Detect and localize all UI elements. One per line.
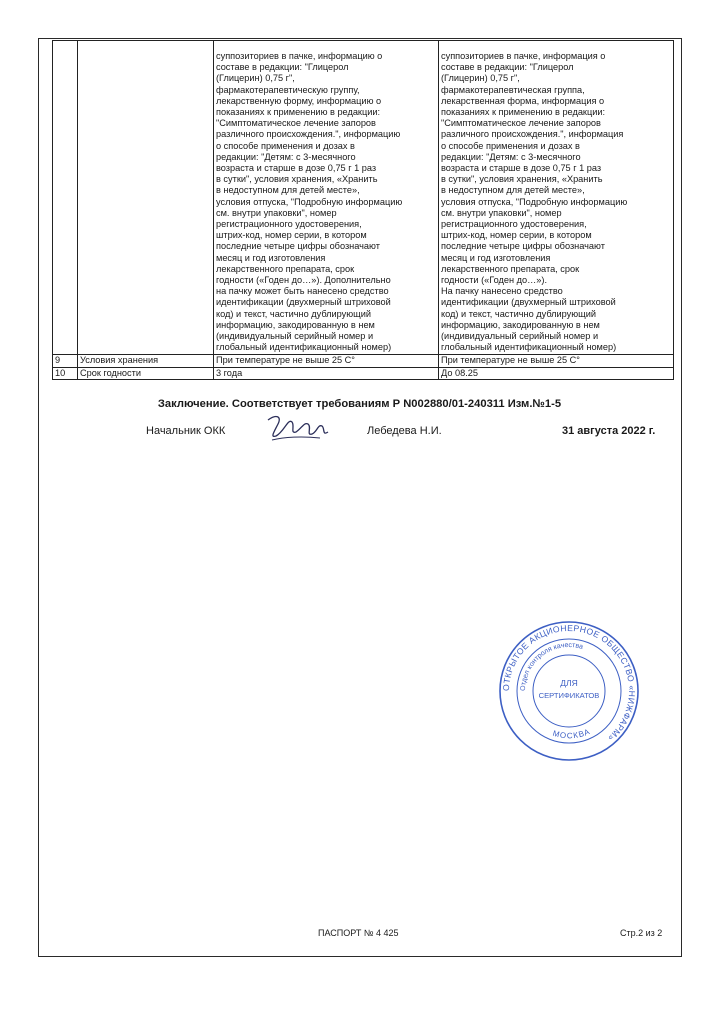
cell-line: возраста и старше в дозе 0,75 г 1 раз (441, 163, 602, 174)
cell-line: (Глицерин) 0,75 г", (216, 73, 295, 84)
cell-line: информацию, закодированную в нем (441, 319, 600, 330)
cell-line: штрих-код, номер серии, в котором (216, 230, 367, 241)
result-cell: До 08.25 (439, 367, 674, 379)
cell-line: редакции: "Детям: с 3-месячного (216, 151, 356, 162)
row-number-cell (53, 41, 78, 355)
stamp-outer-text: ОТКРЫТОЕ АКЦИОНЕРНОЕ ОБЩЕСТВО «НИЖФАРМ» (500, 622, 638, 744)
cell-line: возраста и старше в дозе 0,75 г 1 раз (216, 163, 377, 174)
page-number: Стр.2 из 2 (620, 928, 663, 938)
conclusion-text: Заключение. Соответствует требованиям Р N002880/01-240311 Изм.№1-5 (157, 398, 562, 410)
cell-line: последние четыре цифры обозначают (216, 241, 380, 252)
requirement-cell: При температуре не выше 25 С° (214, 355, 439, 367)
stamp-inner-text: Отдел контроля качества (519, 641, 584, 692)
cell-line: код) и текст, частично дублирующий (216, 308, 371, 319)
cell-line: последние четыре цифры обозначают (441, 241, 605, 252)
stamp-center-line1: ДЛЯ (560, 678, 578, 688)
handwritten-signature (262, 410, 332, 451)
cell-line: На пачку нанесено средство (441, 286, 563, 297)
cell-line: регистрационного удостоверения, (216, 219, 362, 230)
cell-line: на пачку может быть нанесено средство (216, 286, 389, 297)
cell-line: лекарственную форму, информацию о (216, 95, 382, 106)
cell-line: фармакотерапевтическая группа, (441, 84, 585, 95)
cell-line: в сутки", условия хранения, «Хранить (216, 174, 378, 185)
company-stamp (498, 620, 640, 767)
signatory-name: Лебедева Н.И. (367, 425, 442, 437)
stamp-bottom-text: МОСКВА (551, 726, 592, 741)
cell-line: годности («Годен до…»). Дополнительно (216, 275, 391, 286)
cell-line: глобальный идентификационный номер) (441, 342, 617, 353)
cell-line: глобальный идентификационный номер) (216, 342, 392, 353)
cell-line: суппозиториев в пачке, информация о (441, 51, 606, 61)
requirement-cell (214, 41, 439, 355)
cell-line: фармакотерапевтическую группу, (216, 84, 360, 95)
svg-text:МОСКВА (552, 727, 592, 741)
table-row (53, 367, 674, 379)
table-row (53, 355, 674, 367)
parameter-name-cell: Условия хранения (78, 355, 214, 367)
row-number-cell: 10 (53, 367, 78, 379)
signature-date: 31 августа 2022 г. (562, 425, 656, 437)
cell-line: идентификации (двухмерный штриховой (216, 297, 391, 308)
cell-line: (индивидуальный серийный номер и (216, 331, 374, 342)
result-cell (439, 41, 674, 355)
cell-line: различного происхождения.", информация (441, 129, 624, 140)
result-text (441, 41, 671, 354)
cell-line: редакции: "Детям: с 3-месячного (441, 151, 581, 162)
cell-line: различного происхождения.", информацию (216, 129, 401, 140)
cell-line: код) и текст, частично дублирующий (441, 308, 596, 319)
cell-line: (индивидуальный серийный номер и (441, 331, 599, 342)
cell-line: в недоступном для детей месте», (441, 185, 585, 196)
cell-line: информацию, закодированную в нем (216, 319, 375, 330)
cell-line: составе в редакции: "Глицерол (441, 62, 574, 73)
cell-line: показаниях к применению в редакции: (216, 107, 381, 118)
cell-line: показаниях к применению в редакции: (441, 107, 606, 118)
cell-line: в сутки", условия хранения, «Хранить (441, 174, 603, 185)
passport-number: ПАСПОРТ № 4 425 (318, 928, 399, 938)
cell-line: "Симптоматическое лечение запоров (441, 118, 601, 129)
cell-line: см. внутри упаковки", номер (216, 207, 337, 218)
parameter-name-cell (78, 41, 214, 355)
parameter-name-cell: Срок годности (78, 367, 214, 379)
cell-line: в недоступном для детей месте», (216, 185, 360, 196)
cell-line: условия отпуска, "Подробную информацию (216, 196, 403, 207)
cell-line: суппозиториев в пачке, информацию о (216, 51, 383, 61)
table-row-continued (53, 41, 674, 355)
requirement-cell: 3 года (214, 367, 439, 379)
cell-line: "Симптоматическое лечение запоров (216, 118, 376, 129)
cell-line: годности («Годен до…»). (441, 275, 548, 286)
cell-line: (Глицерин) 0,75 г", (441, 73, 520, 84)
cell-line: месяц и год изготовления (216, 252, 326, 263)
signatory-title: Начальник ОКК (146, 425, 226, 437)
cell-line: идентификации (двухмерный штриховой (441, 297, 616, 308)
cell-line: о способе применения и дозах в (216, 140, 355, 151)
cell-line: условия отпуска, "Подробную информацию (441, 196, 628, 207)
cell-line: лекарственного препарата, срок (216, 263, 355, 274)
cell-line: о способе применения и дозах в (441, 140, 580, 151)
row-number-cell: 9 (53, 355, 78, 367)
cell-line: регистрационного удостоверения, (441, 219, 587, 230)
stamp-center-line2: СЕРТИФИКАТОВ (538, 691, 600, 700)
result-cell: При температуре не выше 25 С° (439, 355, 674, 367)
requirement-text (216, 41, 436, 354)
cell-line: штрих-код, номер серии, в котором (441, 230, 592, 241)
cell-line: месяц и год изготовления (441, 252, 551, 263)
cell-line: см. внутри упаковки", номер (441, 207, 562, 218)
specification-table (52, 40, 674, 380)
cell-line: составе в редакции: "Глицерол (216, 62, 349, 73)
cell-line: лекарственная форма, информация о (441, 95, 605, 106)
cell-line: лекарственного препарата, срок (441, 263, 580, 274)
